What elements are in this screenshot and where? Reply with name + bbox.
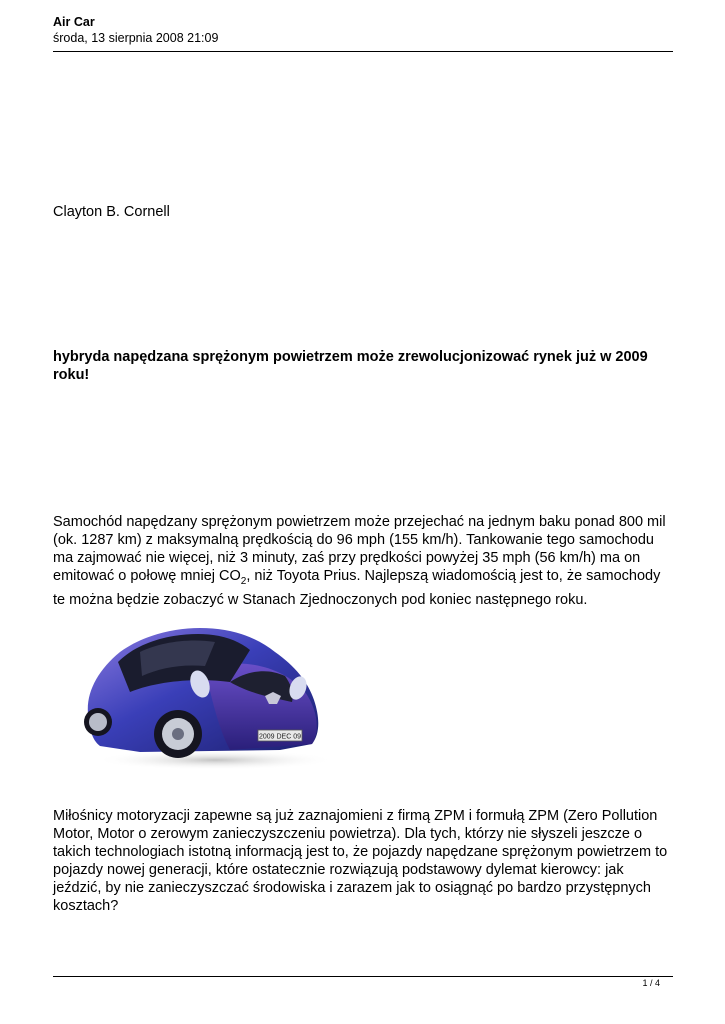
document-title: Air Car: [53, 15, 95, 29]
header-divider: [53, 51, 673, 52]
document-date: środa, 13 sierpnia 2008 21:09: [53, 31, 219, 45]
article-author: Clayton B. Cornell: [53, 204, 170, 220]
paragraph-1-text-b: , niż Toyota Prius. Najlepszą wiadomością jest to, że samochody te można będzie zobaczyć w Stanach Zjednoczonych pod koniec następnego roku.: [53, 568, 661, 609]
document-header: [53, 14, 673, 46]
article-headline: hybryda napędzana sprężonym powietrzem może zrewolucjonizować rynek już w 2009 roku!: [53, 349, 648, 383]
article-paragraph-1: [53, 513, 675, 609]
article-paragraph-2: Miłośnicy motoryzacji zapewne są już zaznajomieni z firmą ZPM i formułą ZPM (Zero Pollution Motor, Motor o zerowym zanieczyszczeniu powietrza). Dla tych, którzy nie słyszeli jeszcze o takich technologiach istotną informacją jest to, że pojazdy napędzane sprężonym powietrzem to pojazdy nowej generacji, które ostatecznie rozwiązują podstawowy dylemat kierowcy: jak jeździć, by nie zanieczyszczać środowiska i zarazem jak to osiągnąć po bardzo przystępnych kosztach?: [53, 808, 668, 915]
co2-subscript: 2: [240, 576, 247, 588]
car-license-plate: 2009 DEC 09: [258, 733, 302, 741]
footer-divider: [53, 976, 673, 977]
car-image: [80, 622, 334, 772]
paragraph-1-text-a: Samochód napędzany sprężonym powietrzem może przejechać na jednym baku ponad 800 mil (ok. 1287 km) z maksymalną prędkością do 96 mph (155 km/h). Tankowanie tego samochodu ma zajmować nie więcej, niż 3 minuty, zaś przy prędkości powyżej 35 mph (56 km/h) ma on emitować o połowę mniej CO: [53, 514, 666, 585]
page-number: 1 / 4: [642, 978, 660, 988]
